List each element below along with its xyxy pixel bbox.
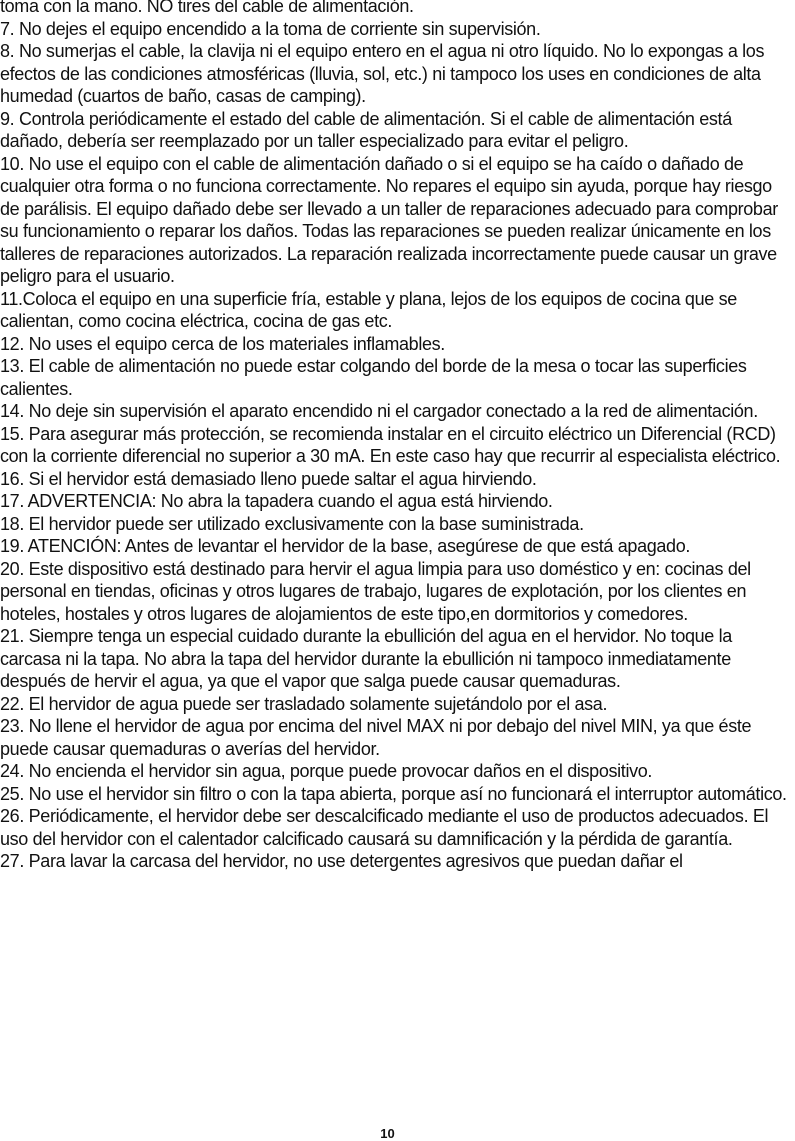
instruction-item: 24. No encienda el hervidor sin agua, porque puede provocar daños en el dispositivo. [0,761,653,781]
instruction-item: 10. No use el equipo con el cable de alimentación dañado o si el equipo se ha caído o dañado de cualquier otra forma o no funciona correctamente. No repares el equipo sin ayuda, porque hay riesgo de parálisis. El equipo dañado debe ser llevado a un taller de reparaciones adecuado para comprobar su funcionamiento o reparar los daños. Todas las reparaciones se pueden realizar únicamente en los talleres de reparaciones autorizados. La reparación realizada incorrectamente puede causar un grave peligro para el usuario. [0,153,783,286]
instruction-item: toma con la mano. NO tires del cable de alimentación. [0,0,414,16]
instruction-item: 12. No uses el equipo cerca de los materiales inflamables. [0,333,445,354]
instruction-item: 18. El hervidor puede ser utilizado exclusivamente con la base suministrada. [0,513,584,534]
instruction-item: 13. El cable de alimentación no puede estar colgando del borde de la mesa o tocar las superficies calientes. [0,356,752,399]
instruction-item: 17. ADVERTENCIA: No abra la tapadera cuando el agua está hirviendo. [0,491,553,511]
instruction-item: 8. No sumerjas el cable, la clavija ni el equipo entero en el agua ni otro líquido. No lo expongas a los efectos de las condiciones atmosféricas (lluvia, sol, etc.) ni tampoco los uses en condiciones de alta humedad (cuartos de baño, casas de camping). [0,41,769,106]
instruction-item: 25. No use el hervidor sin filtro o con la tapa abierta, porque así no funcionará el interruptor automático. [0,783,787,804]
instruction-item: 20. Este dispositivo está destinado para hervir el agua limpia para uso doméstico y en: cocinas del personal en tiendas, oficinas y otros lugares de trabajo, lugares de explotación, por los clientes en hoteles, hostales y otros lugares de alojamientos de este tipo,en dormitorios y comedores. [0,558,756,624]
instruction-item: 7. No dejes el equipo encendido a la toma de corriente sin supervisión. [0,18,541,39]
page-number: 10 [380,1126,395,1141]
instruction-item: 9. Controla periódicamente el estado del cable de alimentación. Si el cable de alimentación está dañado, debería ser reemplazado por un taller especializado para evitar el peligro. [0,108,737,151]
instruction-item: 15. Para asegurar más protección, se recomienda instalar en el circuito eléctrico un Diferencial (RCD) con la corriente diferencial no superior a 30 mA. En este caso hay que recurrir al especialista eléctrico. [0,423,781,466]
instruction-item: 14. No deje sin supervisión el aparato encendido ni el cargador conectado a la red de alimentación. [0,401,758,421]
instruction-item: 21. Siempre tenga un especial cuidado durante la ebullición del agua en el hervidor. No toque la carcasa ni la tapa. No abra la tapa del hervidor durante la ebullición ni tampoco inmediatamente después de hervir el agua, ya que el vapor que salga puede causar quemaduras. [0,626,737,691]
instruction-item: 11.Coloca el equipo en una superficie fría, estable y plana, lejos de los equipos de cocina que se calientan, como cocina eléctrica, cocina de gas etc. [0,288,742,331]
instruction-item: 22. El hervidor de agua puede ser trasladado solamente sujetándolo por el asa. [0,693,608,714]
instruction-item: 27. Para lavar la carcasa del hervidor, no use detergentes agresivos que puedan dañar el [0,851,683,871]
instruction-item: 26. Periódicamente, el hervidor debe ser descalcificado mediante el uso de productos adecuados. El uso del hervidor con el calentador calcificado causará su damnificación y la pérdida de garantía. [0,806,773,849]
instruction-item: 23. No llene el hervidor de agua por encima del nivel MAX ni por debajo del nivel MIN, ya que éste puede causar quemaduras o averías del hervidor. [0,716,756,759]
instruction-item: 16. Si el hervidor está demasiado lleno puede saltar el agua hirviendo. [0,468,537,489]
instruction-item: 19. ATENCIÓN: Antes de levantar el hervidor de la base, asegúrese de que está apagado. [0,536,691,556]
